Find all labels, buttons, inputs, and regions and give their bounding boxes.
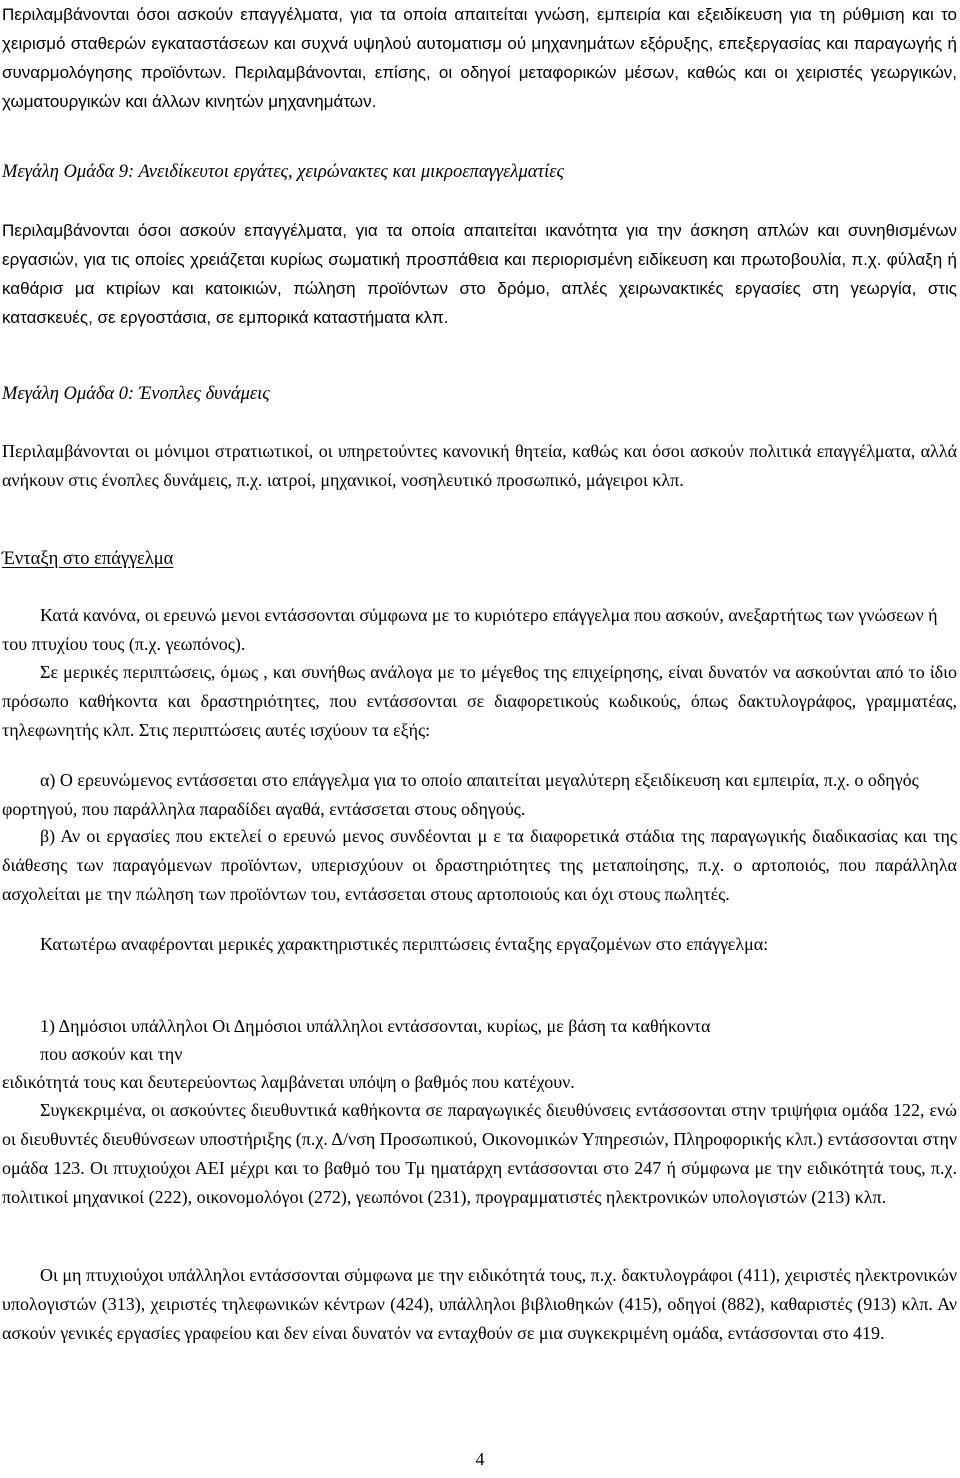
group0-paragraph: Περιλαμβάνονται οι μόνιμοι στρατιωτικοί, οι υπηρετούντες κανονική θητεία, καθώς και όσοι ασκούν πολιτικά επαγγέλματα, αλλά ανήκουν στις ένοπλες δυνάμεις, π.χ. ιατροί, μηχανικοί, νοσηλευτικό προσωπικό, μάγειροι κλπ.	[2, 441, 957, 490]
item1-line3: ειδικότητά τους και δευτερεύοντως λαμβάνεται υπόψη ο βαθμός που κατέχουν.	[2, 1072, 575, 1092]
group9-paragraph: Περιλαμβάνονται όσοι ασκούν επαγγέλματα, για τα οποία απαιτείται ικανότητα για την άσκηση απλών και συνηθισμένων εργασιών, για τις οποίες χρειάζεται κυρίως σωματική προσπάθεια και περιορισμένη ειδίκευση και πρωτοβουλία, π.χ. φύλαξη ή καθάρισ μα κτιρίων και κατοικιών, πώληση προϊόντων στο δρόμο, απλές χειρωνακτικές εργασίες στη γεωργία, στις κατασκευές, σε εργοστάσια, σε εμπορικά καταστήματα κλπ.	[2, 221, 957, 327]
paragraph-general-rule: Κατά κανόνα, οι ερευνώ μενοι εντάσσονται σύμφωνα με το κυριότερο επάγγελμα που ασκούν, ανεξαρτήτως των γνώσεων ή του πτυχίου τους (π.χ. γεωπόνος).	[2, 605, 938, 654]
item1-line2: που ασκούν και την	[40, 1044, 183, 1064]
group9-heading: Μεγάλη Ομάδα 9: Ανειδίκευτοι εργάτες, χειρώνακτες και μικροεπαγγελματίες	[2, 162, 565, 182]
section-heading-text: Ένταξη στο επάγγελμα	[2, 549, 174, 569]
paragraph-case-b: β) Αν οι εργασίες που εκτελεί ο ερευνώ μενος συνδέονται μ ε τα διαφορετικά στάδια της παραγωγικής διαδικασίας και της διάθεσης των παραγόμενων προϊόντων, υπερισχύουν οι δραστηριότητες της μεταποίησης, π.χ. ο αρτοποιός, που παράλληλα ασχολείται με την πώληση των προϊόντων του, εντάσσεται στους αρτοποιούς και όχι στους πωλητές.	[2, 826, 957, 904]
group0-heading: Μεγάλη Ομάδα 0: Ένοπλες δυνάμεις	[2, 384, 270, 404]
section-heading	[2, 544, 957, 574]
paragraph-some-cases: Σε μερικές περιπτώσεις, όμως , και συνήθως ανάλογα με το μέγεθος της επιχείρησης, είναι δυνατόν να ασκούνται από το ίδιο πρόσωπο καθήκοντα και δραστηριότητες, που εντάσσονται σε διαφορετικούς κωδικούς, όπως δακτυλογράφος, γραμματέας, τηλεφωνητής κλπ. Στις περιπτώσεις αυτές ισχύουν τα εξής:	[2, 662, 957, 740]
paragraph-case-a: α) Ο ερευνώμενος εντάσσεται στο επάγγελμα για το οποίο απαιτείται μεγαλύτερη εξειδίκευση και εμπειρία, π.χ. ο οδηγός φορτηγού, που παράλληλα παραδίδει αγαθά, εντάσσεται στους οδηγούς.	[2, 770, 919, 819]
paragraph-characteristic: Κατωτέρω αναφέρονται μερικές χαρακτηριστικές περιπτώσεις ένταξης εργαζομένων στο επάγγελμα:	[40, 934, 769, 954]
item1-line1: 1) Δημόσιοι υπάλληλοι Οι Δημόσιοι υπάλληλοι εντάσσονται, κυρίως, με βάση τα καθήκοντα	[40, 1016, 711, 1036]
paragraph-specifically: Συγκεκριμένα, οι ασκούντες διευθυντικά καθήκοντα σε παραγωγικές διευθύνσεις εντάσσονται στην τριψήφια ομάδα 122, ενώ οι διευθυντές διευθύνσεων υποστήριξης (π.χ. Δ/νση Προσωπικού, Οικονομικών Υπηρεσιών, Πληροφορικής κλπ.) εντάσσονται στην ομάδα 123. Οι πτυχιούχοι ΑΕΙ μέχρι και το βαθμό του Τμ ηματάρχη εντάσσονται στο 247 ή σύμφωνα με την ειδικότητά τους, π.χ. πολιτικοί μηχανικοί (222), οικονομολόγοι (272), γεωπόνοι (231), προγραμματιστές ηλεκτρονικών υπολογιστών (213) κλπ.	[2, 1100, 957, 1207]
page-number: 4	[475, 1449, 485, 1469]
paragraph-non-graduates: Οι μη πτυχιούχοι υπάλληλοι εντάσσονται σύμφωνα με την ειδικότητά τους, π.χ. δακτυλογράφοι (411), χειριστές ηλεκτρονικών υπολογιστών (313), χειριστές τηλεφωνικών κέντρων (424), υπάλληλοι βιβλιοθηκών (415), οδηγοί (882), καθαριστές (913) κλπ. Αν ασκούν γενικές εργασίες γραφείου και δεν είναι δυνατόν να ενταχθούν σε μια συγκεκριμένη ομάδα, εντάσσονται στο 419.	[2, 1265, 957, 1343]
intro-paragraph: Περιλαμβάνονται όσοι ασκούν επαγγέλματα, για τα οποία απαιτείται γνώση, εμπειρία και εξειδίκευση για τη ρύθμιση και το χειρισμό σταθερών εγκαταστάσεων και συχνά υψηλού αυτοματισμ ού μηχανημάτων εξόρυξης, επεξεργασίας και παραγωγής ή συναρμολόγησης προϊόντων. Περιλαμβάνονται, επίσης, οι οδηγοί μεταφορικών μέσων, καθώς και οι χειριστές γεωργικών, χωματουργικών και άλλων κινητών μηχανημάτων.	[2, 5, 957, 111]
